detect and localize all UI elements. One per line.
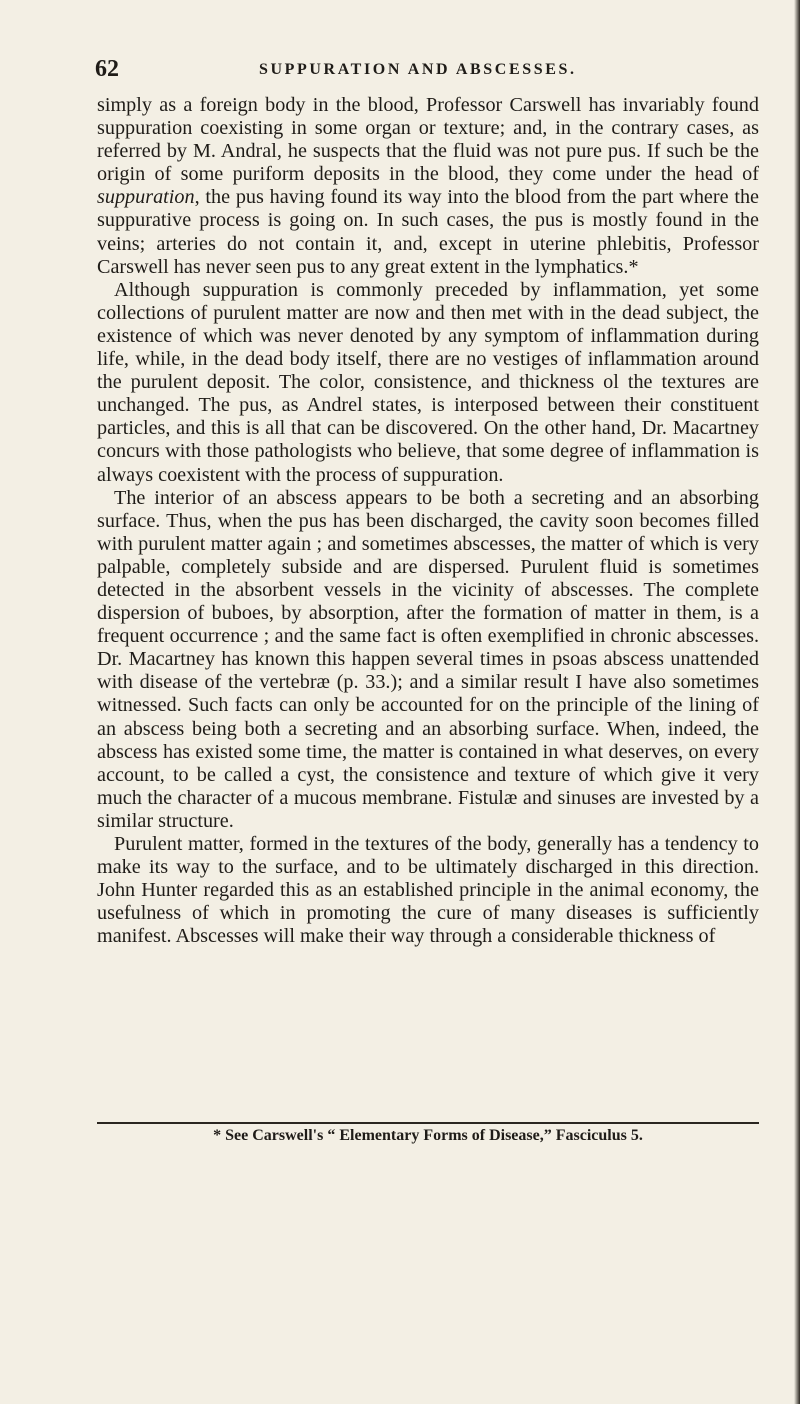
page-header [95,56,755,86]
footnote-rule [97,1122,759,1124]
page-number: 62 [95,56,119,82]
paragraph-1-text-b: , the pus having found its way into the blood from the part where the suppurative process is going on. In such cases, the pus is mostly found in the veins; arteries do not contain it, and, except in uterine phlebitis, Professor Carswell has never seen pus to any great extent in the lymphatics.* [97,186,759,278]
footnote: * See Carswell's “ Elementary Forms of Disease,” Fasciculus 5. [213,1127,643,1144]
paragraph-2: Although suppuration is commonly preceded by inflammation, yet some collections of purulent matter are now and then met with in the dead subject, the existence of which was never denoted by any symptom of inflammation during life, while, in the dead body itself, there are no vestiges of inflammation around the purulent deposit. The color, consistence, and thickness ol the textures are unchanged. The pus, as Andrel states, is interposed between their constituent particles, and this is all that can be discovered. On the other hand, Dr. Macartney concurs with those pathologists who believe, that some degree of inflammation is always coexistent with the process of suppuration. [97,278,759,486]
italic-term: suppuration [97,186,195,209]
body-text [97,94,759,948]
paragraph-3: The interior of an abscess appears to be both a secreting and an absorbing surface. Thus, when the pus has been discharged, the cavity soon becomes filled with purulent matter again ; and sometimes abscesses, the matter of which is very palpable, completely subside and are dispersed. Purulent fluid is sometimes detected in the absorbent vessels in the vicinity of abscesses. The complete dispersion of buboes, by absorption, after the formation of matter in them, is a frequent occurrence ; and the same fact is often exemplified in chronic abscesses. Dr. Macartney has known this happen several times in psoas abscess unattended with disease of the vertebræ (p. 33.); and a similar result I have also sometimes witnessed. Such facts can only be accounted for on the principle of the lining of an abscess being both a secreting and an absorbing surface. When, indeed, the abscess has existed some time, the matter is contained in what deserves, on every account, to be called a cyst, the consistence and texture of which give it very much the character of a mucous membrane. Fistulæ and sinuses are invested by a similar structure. [97,486,759,832]
paragraph-1-text-a: simply as a foreign body in the blood, Professor Carswell has invariably found suppuration coexisting in some organ or texture; and, in the contrary cases, as referred by M. Andral, he suspects that the fluid was not pure pus. If such be the origin of some puriform deposits in the blood, they come under the head of [97,94,759,186]
paragraph-4: Purulent matter, formed in the textures of the body, generally has a tendency to make its way to the surface, and to be ultimately discharged in this direction. John Hunter regarded this as an established principle in the animal economy, the usefulness of which in promoting the cure of many diseases is sufficiently manifest. Abscesses will make their way through a considerable thickness of [97,833,759,948]
page-edge-shadow [794,0,800,1404]
running-title: SUPPURATION AND ABSCESSES. [259,61,577,78]
paragraph-1 [97,94,759,279]
